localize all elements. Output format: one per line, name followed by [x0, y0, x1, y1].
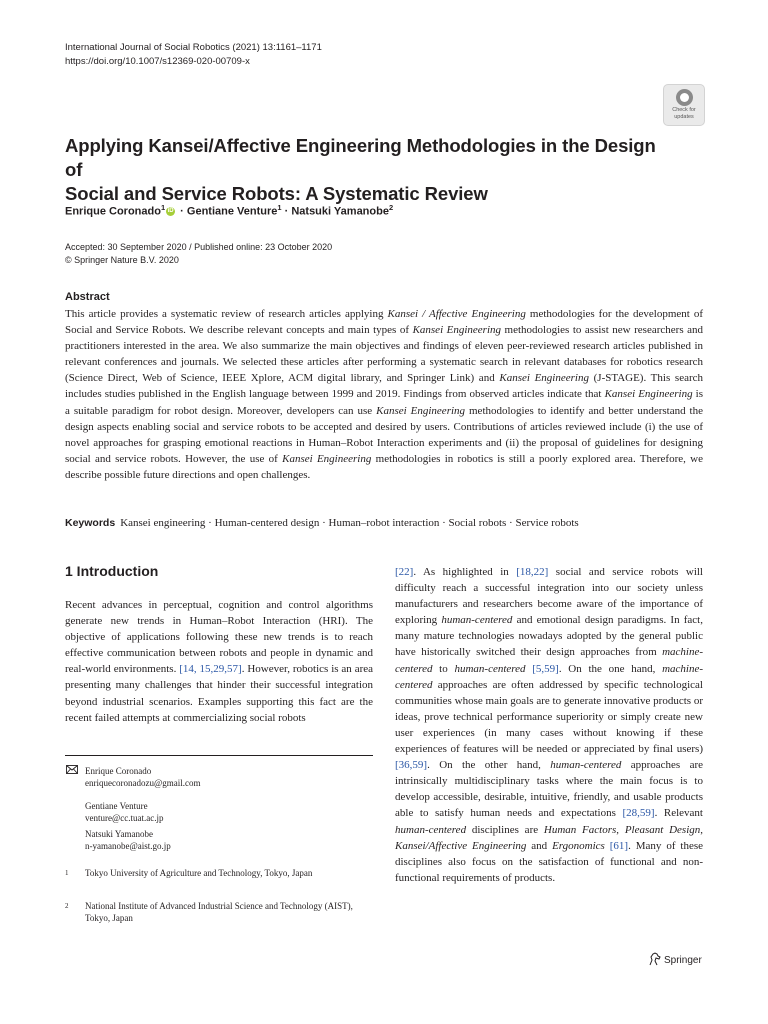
- check-for-updates-badge[interactable]: [663, 84, 705, 126]
- keywords-label: Keywords: [65, 517, 116, 529]
- citation-link[interactable]: [36,59]: [395, 759, 428, 772]
- doi-link[interactable]: https://doi.org/10.1007/s12369-020-00709-x: [65, 56, 250, 67]
- section-heading: 1 Introduction: [65, 563, 159, 579]
- author-affiliation-mark: 1: [160, 203, 166, 212]
- author-separator: ·: [177, 205, 187, 218]
- intro-left-column: Recent advances in perceptual, cognition and control algorithms generate new trends in Human–Robot Interaction (HRI). The objective of applications following these new trends is to reach effective communication between robots and people in dynamic and real-world environments. [14, 15,29,57]. However, robotics is an area presenting many challenges that hinder their successful integration beyond industrial scenarios. Examples supporting this fact are the recent failed attempts at commercializing social robots: [65, 599, 374, 724]
- citation-link[interactable]: [61]: [609, 839, 629, 852]
- journal-citation: International Journal of Social Robotics (2021) 13:1161–1171: [65, 42, 322, 53]
- contact-name: Natsuki Yamanobe: [85, 829, 153, 839]
- abstract-heading: Abstract: [65, 291, 110, 303]
- publisher-footer: [648, 952, 702, 966]
- contact-person: [85, 800, 164, 825]
- author-affiliation-mark: 1: [277, 203, 282, 212]
- citation-link[interactable]: [22]: [395, 566, 414, 578]
- contact-email[interactable]: venture@cc.tuat.ac.jp: [85, 813, 164, 824]
- check-for-updates-icon: [676, 89, 693, 106]
- contact-name: Gentiane Venture: [85, 801, 148, 811]
- footnote-divider: [65, 755, 373, 756]
- orcid-icon[interactable]: iD: [167, 208, 174, 215]
- copyright-line: © Springer Nature B.V. 2020: [65, 255, 179, 265]
- contact-person: [85, 765, 201, 790]
- abstract-body: This article provides a systematic review of research articles applying Kansei / Affective Engineering methodologies for the development of Social and Service Robots. We describe relevant concepts and main types of Kansei Engineering methodologies to assist new researchers and practitioners interested in the area. We also summarize the main objectives and findings of eleven peer-reviewed research articles published in relevant conferences and journals. We selected these articles after performing a systematic search in relevant databases for robotics research (Science Direct, Web of Science, IEEE Xplore, ACM digital library, and Springer Link) and Kansei Engineering (J-STAGE). This search includes studies published in the English language between 1999 and 2019. Findings from observed articles indicate that Kansei Engineering is a suitable paradigm for robot design. Moreover, developers can use Kansei Engineering methodologies to identify and better understand the design aspects enabling social and service robots to be accepted and desired by users. Contributions of articles reviewed include (i) the use of novel approaches for grasping emotional reactions in Human–Robot Interaction experiments and (ii) the proposal of guidelines for designing social and service robots. However, the use of Kansei Engineering methodologies in robotics is still a poorly explored area. Therefore, we describe possible future directions and open challenges.: [65, 308, 704, 481]
- author-name[interactable]: Gentiane Venture: [186, 205, 278, 218]
- citation-link[interactable]: [14, 15,29,57]: [179, 663, 242, 676]
- keywords-list: Kansei engineering · Human-centered design · Human–robot interaction · Social robots · Service robots: [120, 517, 579, 529]
- title-line-1: Applying Kansei/Affective Engineering Methodologies in the Design of: [65, 135, 656, 180]
- citation-link[interactable]: [18,22]: [516, 566, 549, 578]
- author-affiliation-mark: 2: [388, 203, 394, 212]
- affiliation-text: Tokyo University of Agriculture and Technology, Tokyo, Japan: [85, 868, 313, 878]
- author-separator: ·: [281, 205, 292, 218]
- contact-email[interactable]: n-yamanobe@aist.go.jp: [85, 841, 171, 852]
- author-list: [65, 203, 393, 218]
- affiliation-number: 2: [65, 902, 69, 910]
- author-name[interactable]: Natsuki Yamanobe: [291, 205, 389, 218]
- citation-link[interactable]: [5,59]: [532, 662, 559, 675]
- badge-line-2: updates: [674, 113, 694, 120]
- publisher-name: Springer: [664, 955, 702, 966]
- contact-name: Enrique Coronado: [85, 766, 152, 776]
- affiliation-text: National Institute of Advanced Industrial Science and Technology (AIST), Tokyo, Japan: [85, 901, 353, 924]
- author-name[interactable]: Enrique Coronado: [65, 205, 161, 218]
- contact-person: [85, 828, 171, 853]
- publication-dates: Accepted: 30 September 2020 / Published online: 23 October 2020: [65, 242, 333, 252]
- article-title: [65, 134, 665, 206]
- keywords-line: [65, 517, 705, 529]
- intro-right-column: [22]. As highlighted in [18,22] social and service robots will difficulty reach a successful integration into our society unless manufacturers and researchers become aware of the importance of exploring human-centered and emotional design paradigms. In fact, many mature technologies nowadays adopted by the general public have historically switched their design approaches from machine-centered to human-centered [5,59]. On the one hand, machine-centered approaches are often addressed by specific technological communities whose main goals are to generate innovative products or ideas, prove technical performance superiority or simply create new user experiences (in many cases without knowing if these experiences of features will be needed or appreciated by final users) [36,59]. On the other hand, human-centered approaches are intrinsically multidisciplinary tasks where the main focus is to develop accessible, desirable, intuitive, friendly, and usable products able to satisfy human needs and expectations [28,59]. Relevant human-centered disciplines are Human Factors, Pleasant Design, Kansei/Affective Engineering and Ergonomics [61]. Many of these disciplines also focus on the satisfaction of functional and non-functional requirements of products.: [395, 566, 704, 884]
- affiliation-number: 1: [65, 869, 69, 877]
- title-line-2: Social and Service Robots: A Systematic Review: [65, 183, 488, 204]
- contact-email[interactable]: enriquecoronadozu@gmail.com: [85, 778, 201, 789]
- springer-horse-icon: [648, 952, 661, 966]
- envelope-icon: [65, 765, 79, 774]
- badge-line-1: Check for: [672, 107, 696, 113]
- citation-link[interactable]: [28,59]: [622, 807, 655, 820]
